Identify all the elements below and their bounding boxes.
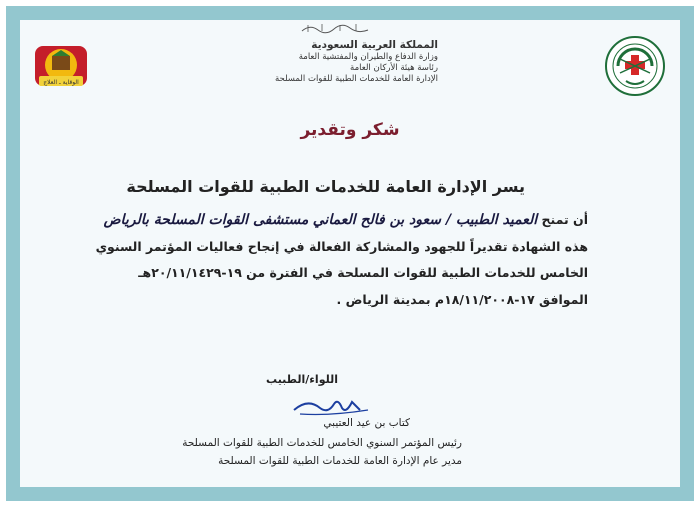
conference-logo (33, 38, 89, 94)
medical-services-emblem (604, 35, 666, 97)
issuer-header (198, 38, 438, 85)
header-line-4: الإدارة العامة للخدمات الطبية للقوات المسلحة (274, 74, 438, 84)
left-logo-text: الوقاية ـ العلاج (43, 79, 79, 86)
grant-prefix: أن تمنح (541, 212, 588, 227)
certificate-body-line-4: الموافق ١٧-١٨/١١/٢٠٠٨م بمدينة الرياض . (336, 292, 588, 307)
signatory-title: اللواء/الطبيب (266, 373, 338, 386)
header-line-1: المملكة العربية السعودية (311, 39, 438, 51)
grant-line (28, 212, 588, 228)
basmala-calligraphy (300, 22, 370, 34)
certificate-headline: يسر الإدارة العامة للخدمات الطبية للقوات المسلحة (126, 177, 525, 196)
recipient-name: العميد الطبيب / سعود بن فالح العماني (312, 212, 538, 228)
signatory-role-2: مدير عام الإدارة العامة للخدمات الطبية للقوات المسلحة (218, 455, 462, 467)
certificate-title: شكر وتقدير (300, 120, 400, 140)
certificate-body-line-3: الخامس للخدمات الطبية للقوات المسلحة في الفترة من ١٩-٢٠/١١/١٤٢٩هـ (138, 265, 588, 280)
signatory-name: كتاب بن عيد العتيبي (323, 417, 410, 429)
handwritten-signature (290, 390, 380, 420)
signatory-role-1: رئيس المؤتمر السنوي الخامس للخدمات الطبية للقوات المسلحة (182, 437, 462, 449)
header-line-3: رئاسة هيئة الأركان العامة (350, 63, 438, 73)
header-line-2: وزارة الدفاع والطيران والمفتشية العامة (298, 52, 438, 62)
certificate-body-line-2: هذه الشهادة تقديراً للجهود والمشاركة الفعالة في إنجاح فعاليات المؤتمر السنوي (95, 239, 588, 254)
recipient-hospital: مستشفى القوات المسلحة بالرياض (103, 212, 309, 228)
